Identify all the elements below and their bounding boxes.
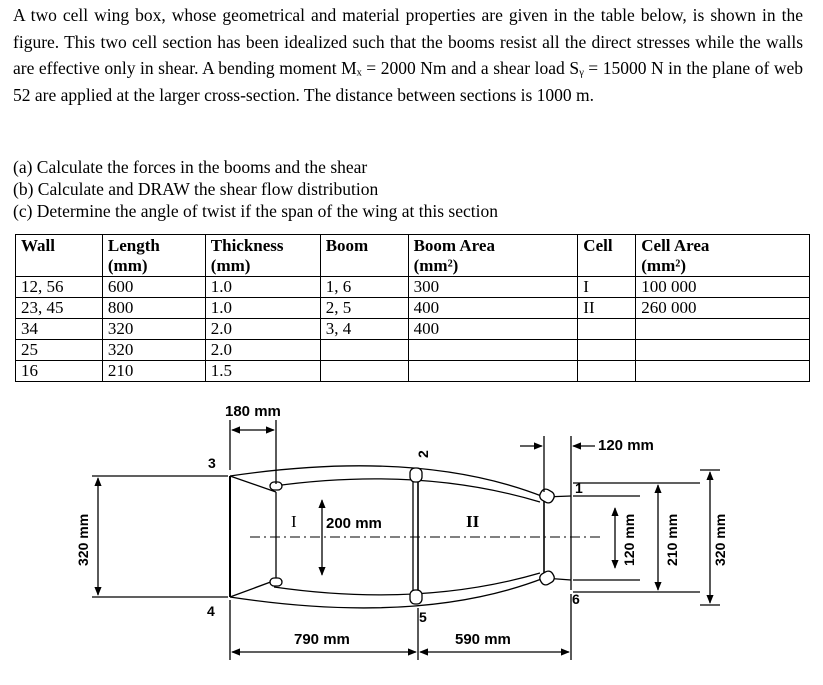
- col-header-thickness: Thickness (mm): [205, 235, 320, 277]
- boom-1: [538, 487, 556, 504]
- properties-table: [15, 234, 810, 382]
- table-cell: 2, 5: [320, 298, 408, 319]
- col-header-cell-area: Cell Area (mm²): [636, 235, 810, 277]
- dim-590mm: 590 mm: [455, 631, 511, 648]
- table-cell: [578, 319, 636, 340]
- table-row: [16, 340, 810, 361]
- table-cell: 320: [102, 319, 205, 340]
- boom-label-2: 2: [415, 450, 431, 458]
- boom-label-3: 3: [208, 455, 216, 471]
- table-cell: [636, 319, 810, 340]
- question-a: (a) Calculate the forces in the booms and the shear: [13, 157, 368, 177]
- question-b: (b) Calculate and DRAW the shear flow distribution: [13, 179, 379, 199]
- cell-I-label: I: [291, 512, 297, 531]
- boom-5: [410, 590, 422, 604]
- table-cell: [578, 340, 636, 361]
- table-cell: 2.0: [205, 340, 320, 361]
- dim-790mm: 790 mm: [294, 631, 350, 648]
- table-cell: I: [578, 277, 636, 298]
- table-cell: [320, 361, 408, 382]
- table-row: [16, 319, 810, 340]
- table-cell: 23, 45: [16, 298, 103, 319]
- table-row: [16, 277, 810, 298]
- table-cell: 16: [16, 361, 103, 382]
- table-cell: 12, 56: [16, 277, 103, 298]
- table-cell: 300: [408, 277, 578, 298]
- boom-6: [538, 569, 556, 586]
- question-c: (c) Determine the angle of twist if the span of the wing at this section: [13, 201, 499, 221]
- table-cell: [636, 361, 810, 382]
- table-cell: 25: [16, 340, 103, 361]
- table-cell: 100 000: [636, 277, 810, 298]
- cell-II-label: II: [466, 512, 480, 531]
- table-cell: II: [578, 298, 636, 319]
- dim-200mm: 200 mm: [326, 515, 382, 532]
- table-cell: 2.0: [205, 319, 320, 340]
- boom-label-1: 1: [575, 480, 583, 496]
- problem-statement: A two cell wing box, whose geometrical and material properties are given in the table below, is shown in the figure. This two cell section has been idealized such that the booms resist all the direct stresses while the walls are effective only in shear. A bending moment Mₓ = 2000 Nm and a shear load Sᵧ = 15000 N in the plane of web 52 are applied at the larger cross-section. The distance between sections is 1000 m.: [13, 5, 803, 105]
- table-cell: 400: [408, 298, 578, 319]
- wing-box-figure: [0, 400, 823, 685]
- boom-4: [270, 578, 282, 586]
- table-row: [16, 298, 810, 319]
- boom-2: [410, 468, 422, 482]
- web-34-flange-bottom: [230, 580, 276, 597]
- table-row: [16, 361, 810, 382]
- table-cell: [320, 340, 408, 361]
- dim-120mm-web: 120 mm: [621, 513, 637, 566]
- dim-210mm: 210 mm: [664, 513, 680, 566]
- web-34-flange-top: [230, 476, 276, 492]
- table-cell: 800: [102, 298, 205, 319]
- table-cell: [636, 340, 810, 361]
- table-cell: 1.0: [205, 298, 320, 319]
- table-header-row: [16, 235, 810, 277]
- table-cell: 34: [16, 319, 103, 340]
- table-cell: 3, 4: [320, 319, 408, 340]
- boom-label-5: 5: [419, 609, 427, 625]
- col-header-wall: Wall: [16, 235, 103, 277]
- table-cell: 400: [408, 319, 578, 340]
- col-header-boom-area: Boom Area (mm²): [408, 235, 578, 277]
- col-header-cell: Cell: [578, 235, 636, 277]
- boom-label-4: 4: [207, 603, 215, 619]
- table-cell: 260 000: [636, 298, 810, 319]
- table-cell: [408, 340, 578, 361]
- col-header-boom: Boom: [320, 235, 408, 277]
- table-cell: 1, 6: [320, 277, 408, 298]
- dim-180mm: 180 mm: [225, 403, 281, 420]
- table-cell: 210: [102, 361, 205, 382]
- table-cell: 600: [102, 277, 205, 298]
- dim-120mm-top: 120 mm: [598, 437, 654, 454]
- boom-label-6: 6: [572, 591, 580, 607]
- table-cell: 320: [102, 340, 205, 361]
- dim-320mm-right: 320 mm: [712, 513, 728, 566]
- table-cell: 1.0: [205, 277, 320, 298]
- table-cell: 1.5: [205, 361, 320, 382]
- table-cell: [578, 361, 636, 382]
- col-header-length: Length (mm): [102, 235, 205, 277]
- dim-320mm-left: 320 mm: [75, 513, 91, 566]
- table-cell: [408, 361, 578, 382]
